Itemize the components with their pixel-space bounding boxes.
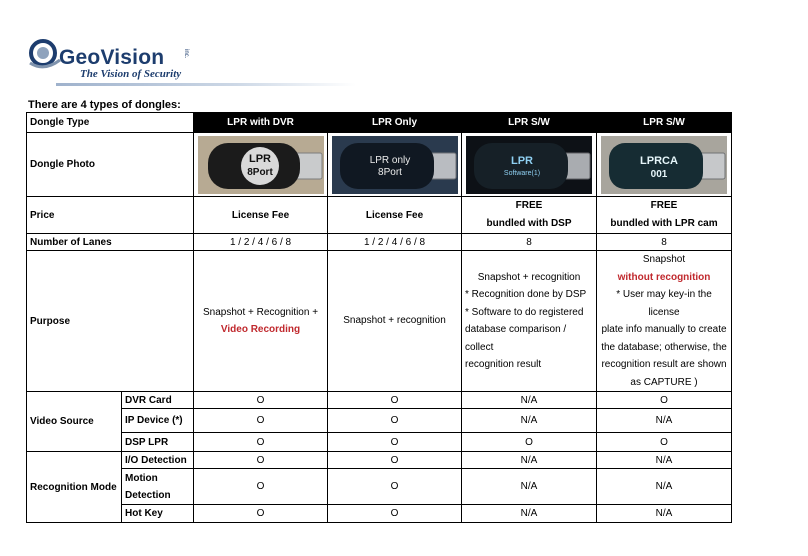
- purpose-1-line-1: Snapshot + Recognition +: [202, 306, 319, 318]
- dongle-lpr-only-photo: [332, 136, 458, 194]
- recognition-mode-sub: I/O Detection: [122, 452, 194, 469]
- header-col-2: LPR Only: [328, 113, 462, 133]
- logo-brand: GeoVision: [59, 46, 165, 69]
- recognition-mode-cell: N/A: [462, 452, 597, 469]
- video-source-cell: O: [194, 409, 328, 433]
- purpose-row: [27, 251, 732, 392]
- dongle-1-text-1: LPR: [248, 152, 271, 165]
- video-source-cell: O: [194, 392, 328, 409]
- purpose-3-line-5: recognition result: [465, 359, 542, 370]
- purpose-4-line-4: plate info manually to create: [601, 324, 727, 335]
- dongle-2-text-1: LPR only: [369, 154, 410, 166]
- recognition-mode-cell: O: [194, 469, 328, 505]
- purpose-cell-2: Snapshot + recognition: [328, 251, 462, 392]
- page-heading: There are 4 types of dongles:: [28, 99, 181, 111]
- purpose-4-line-1: Snapshot: [642, 254, 686, 265]
- video-source-sub: IP Device (*): [122, 409, 194, 433]
- header-label: Dongle Type: [27, 113, 194, 133]
- photo-cell-4: [597, 133, 732, 197]
- recognition-mode-cell: N/A: [597, 469, 732, 505]
- recognition-mode-cell: O: [328, 505, 462, 523]
- photo-label: Dongle Photo: [27, 133, 194, 197]
- purpose-cell-4: [597, 251, 732, 392]
- recognition-mode-cell: O: [328, 452, 462, 469]
- price-row: [27, 197, 732, 234]
- purpose-3-line-3: * Software to do registered: [465, 306, 584, 318]
- dongle-lpr-software-photo: [466, 136, 592, 194]
- header-col-1: LPR with DVR: [194, 113, 328, 133]
- header-col-3: LPR S/W: [462, 113, 597, 133]
- logo-swoosh-icon: [28, 38, 62, 72]
- price-label: Price: [27, 197, 194, 234]
- lanes-cell-1: 1 / 2 / 4 / 6 / 8: [194, 234, 328, 251]
- photo-cell-1: [194, 133, 328, 197]
- price-3-line-1: FREE: [515, 200, 543, 211]
- recognition-mode-cell: N/A: [597, 452, 732, 469]
- recognition-mode-row: [27, 452, 732, 469]
- dongle-4-text-2: 001: [650, 168, 668, 180]
- video-source-cell: N/A: [462, 392, 597, 409]
- video-source-row: [27, 409, 732, 433]
- lanes-label: Number of Lanes: [27, 234, 194, 251]
- lanes-row: [27, 234, 732, 251]
- dongle-lpr-dvr-photo: [198, 136, 324, 194]
- purpose-4-line-6: recognition result are shown: [601, 359, 727, 370]
- video-source-cell: O: [328, 392, 462, 409]
- video-source-label: Video Source: [27, 392, 122, 452]
- price-cell-4: [597, 197, 732, 234]
- video-source-cell: O: [328, 433, 462, 452]
- geovision-logo: [28, 38, 358, 92]
- video-source-cell: N/A: [597, 409, 732, 433]
- recognition-mode-sub: Hot Key: [122, 505, 194, 523]
- video-source-sub: DSP LPR: [122, 433, 194, 452]
- video-source-cell: O: [597, 433, 732, 452]
- photo-row: [27, 133, 732, 197]
- video-source-cell: O: [597, 392, 732, 409]
- recognition-mode-cell: O: [194, 452, 328, 469]
- logo-underline: [56, 83, 356, 86]
- lanes-cell-3: 8: [462, 234, 597, 251]
- video-source-sub: DVR Card: [122, 392, 194, 409]
- recognition-mode-cell: N/A: [597, 505, 732, 523]
- logo-inc: inc.: [183, 49, 189, 59]
- purpose-4-line-3: * User may key-in the license: [616, 289, 712, 318]
- purpose-3-line-1: Snapshot + recognition: [477, 271, 581, 283]
- lanes-cell-2: 1 / 2 / 4 / 6 / 8: [328, 234, 462, 251]
- recognition-mode-cell: N/A: [462, 505, 597, 523]
- video-source-cell: N/A: [462, 409, 597, 433]
- dongle-2-text-2: 8Port: [377, 166, 402, 178]
- purpose-3-line-2: * Recognition done by DSP: [465, 289, 587, 300]
- recognition-mode-sub: Motion Detection: [122, 469, 194, 505]
- video-source-cell: O: [462, 433, 597, 452]
- price-cell-2: License Fee: [328, 197, 462, 234]
- photo-cell-3: [462, 133, 597, 197]
- video-source-cell: O: [194, 433, 328, 452]
- purpose-4-line-5: the database; otherwise, the: [601, 341, 727, 353]
- price-3-line-2: bundled with DSP: [486, 218, 572, 229]
- price-4-line-2: bundled with LPR cam: [610, 218, 718, 229]
- video-source-row: [27, 392, 732, 409]
- purpose-1-red: Video Recording: [220, 324, 301, 335]
- dongle-lprca-photo: [601, 136, 727, 194]
- recognition-mode-cell: O: [194, 505, 328, 523]
- purpose-label: Purpose: [27, 251, 194, 392]
- price-cell-3: [462, 197, 597, 234]
- price-4-line-1: FREE: [650, 200, 678, 211]
- header-row: [27, 113, 732, 133]
- recognition-mode-cell: N/A: [462, 469, 597, 505]
- purpose-cell-1: [194, 251, 328, 392]
- purpose-cell-3: [462, 251, 597, 392]
- lanes-cell-4: 8: [597, 234, 732, 251]
- recognition-mode-row: [27, 469, 732, 505]
- purpose-4-line-7: as CAPTURE ): [630, 376, 698, 388]
- dongle-table: [26, 112, 732, 523]
- recognition-mode-label: Recognition Mode: [27, 452, 122, 523]
- dongle-3-text-2: Software(1): [503, 169, 541, 177]
- price-cell-1: License Fee: [194, 197, 328, 234]
- recognition-mode-cell: O: [328, 469, 462, 505]
- video-source-cell: O: [328, 409, 462, 433]
- photo-cell-2: [328, 133, 462, 197]
- purpose-3-line-4: database comparison / collect: [465, 324, 567, 353]
- video-source-row: [27, 433, 732, 452]
- dongle-1-text-2: 8Port: [246, 166, 273, 178]
- dongle-3-text-1: LPR: [511, 154, 534, 167]
- header-col-4: LPR S/W: [597, 113, 732, 133]
- logo-tagline: The Vision of Security: [80, 68, 182, 80]
- recognition-mode-row: [27, 505, 732, 523]
- purpose-4-red: without recognition: [617, 271, 711, 283]
- dongle-4-text-1: LPRCA: [640, 154, 678, 167]
